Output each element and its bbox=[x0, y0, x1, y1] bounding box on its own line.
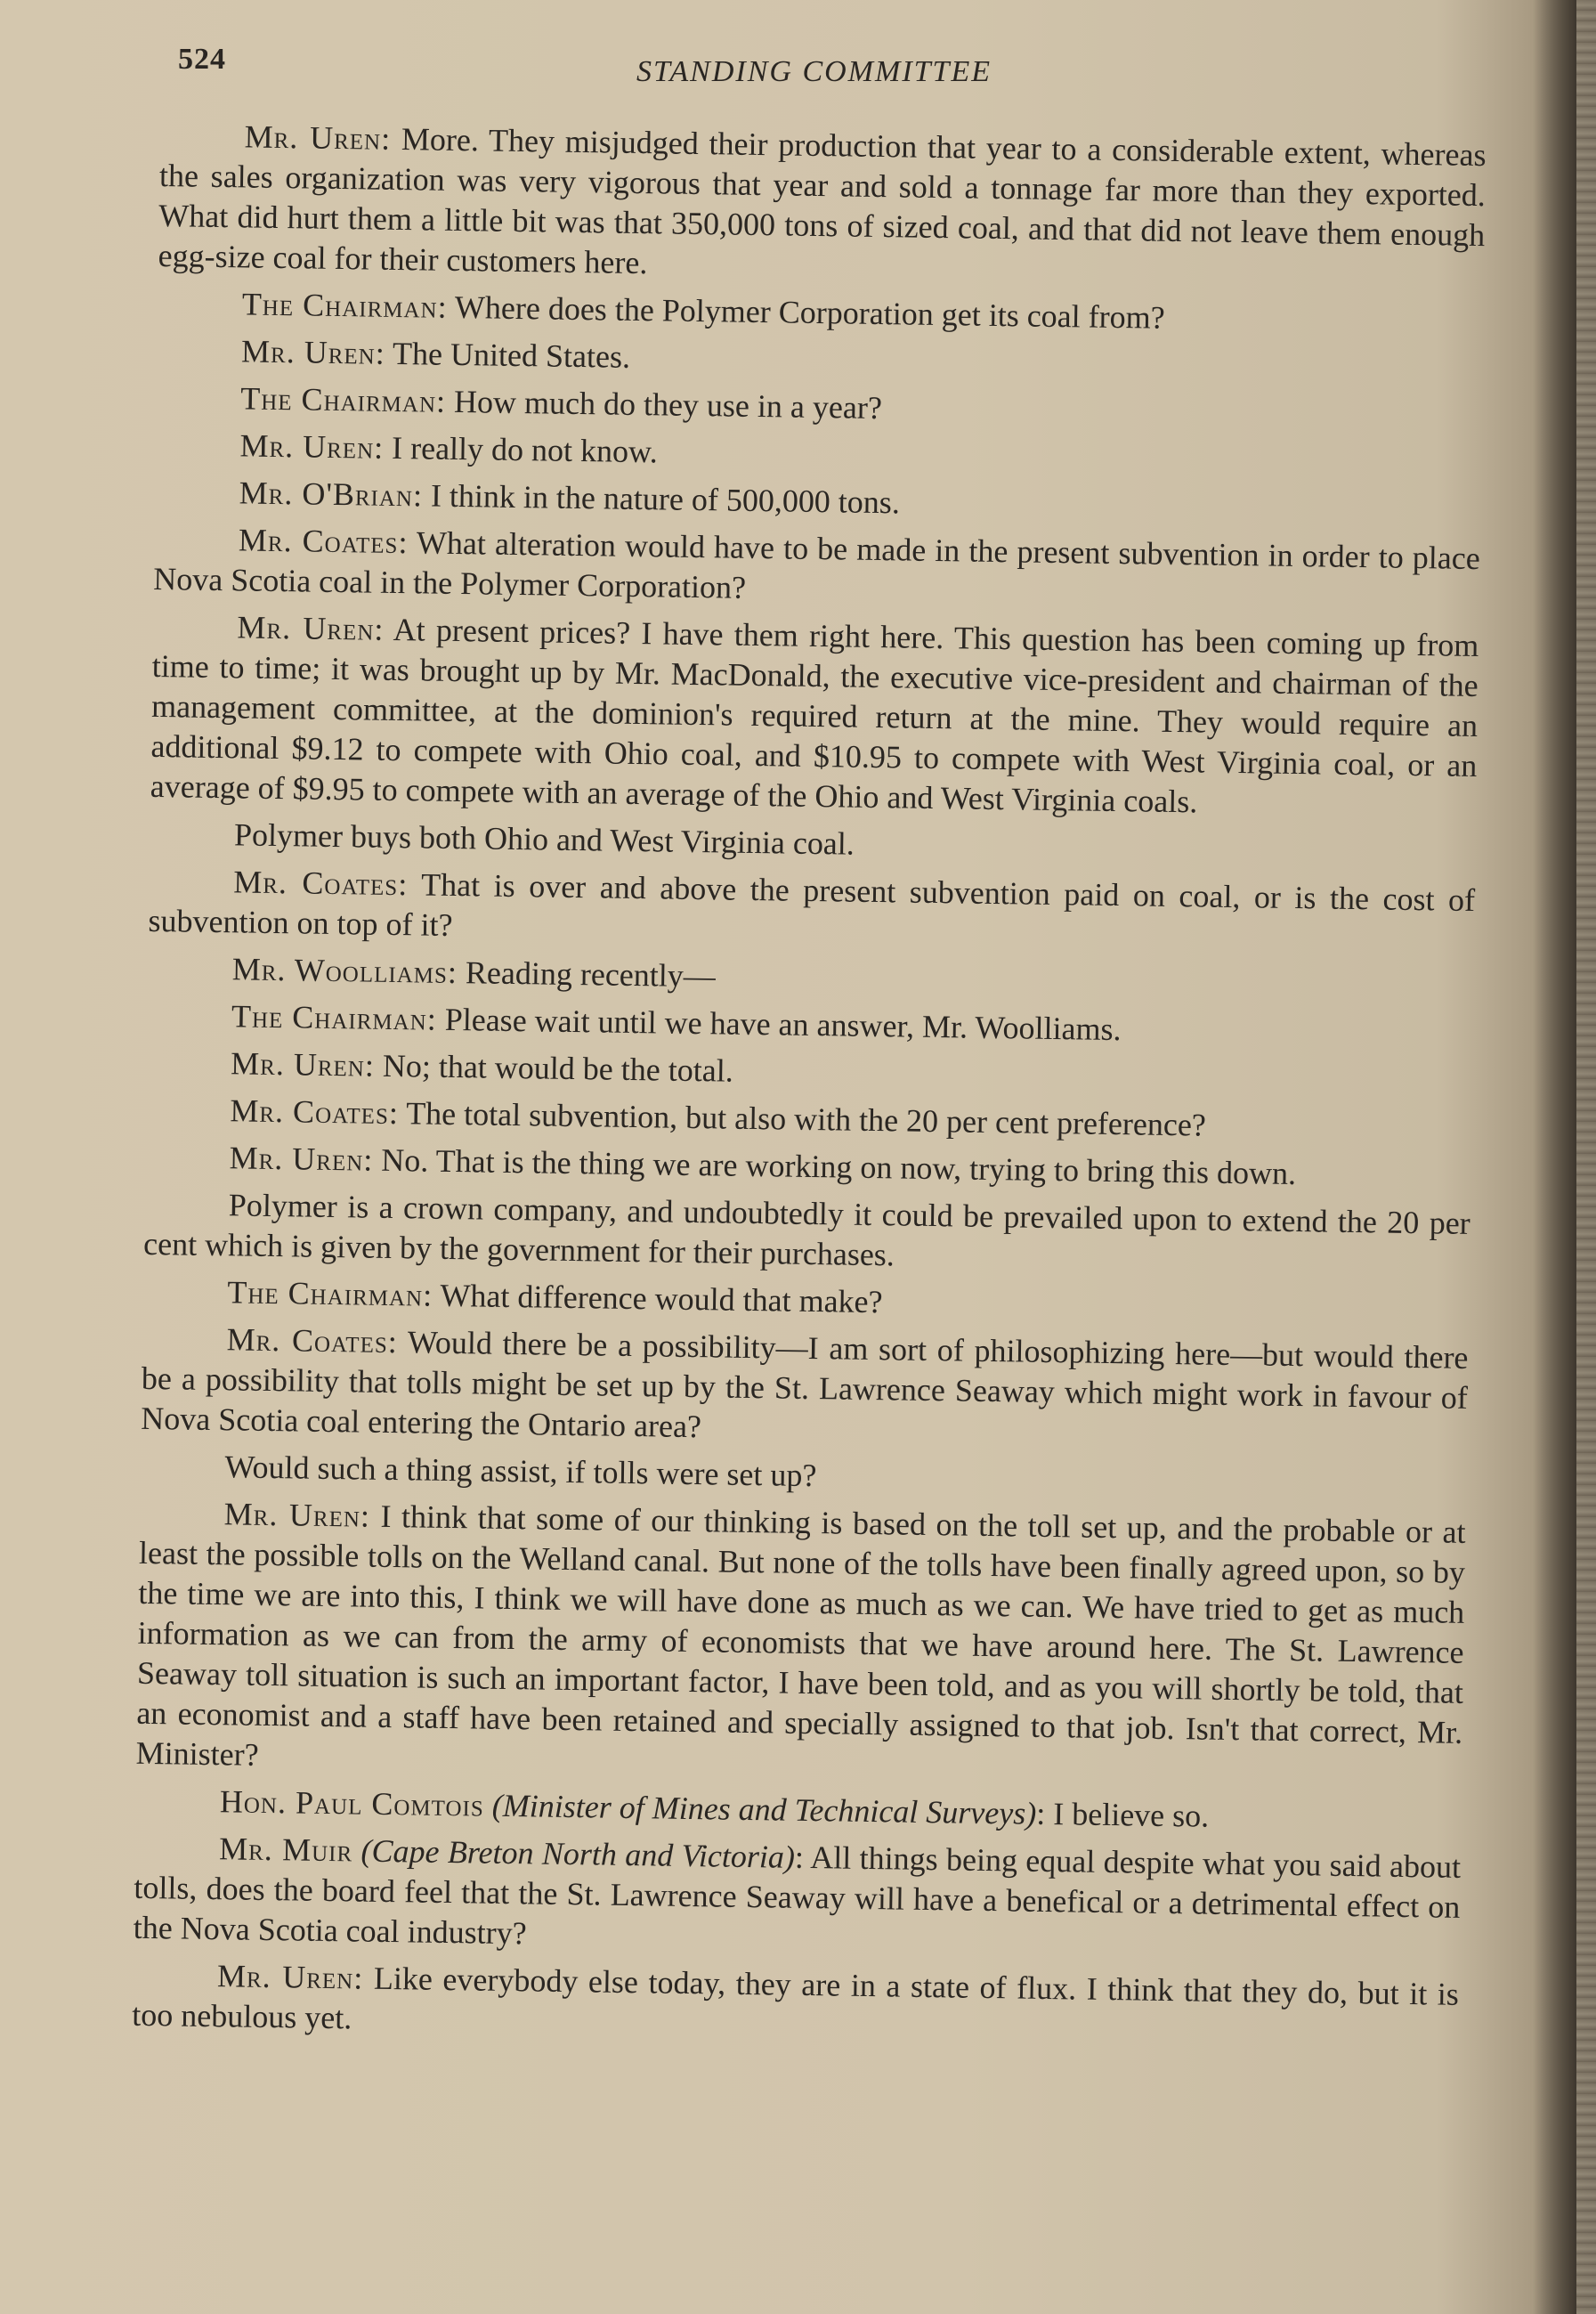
transcript-paragraph bbox=[148, 861, 1475, 961]
paragraph-text: The United States. bbox=[385, 335, 631, 375]
speaker-name: Mr. Uren: bbox=[216, 1958, 364, 1996]
paragraph-text: More. They misjudged their production that year to a considerable extent, whereas the sales organization was very vigorous that year and sold a tonnage far more than they exported. What did hurt them a little bit was that 350,000 tons of sized coal, and that did not leave them enough egg-size coal for their customers here. bbox=[158, 120, 1487, 281]
paragraph-text: Would such a thing assist, if tolls were set up? bbox=[224, 1449, 817, 1494]
speaker-name: Mr. Uren: bbox=[244, 118, 392, 157]
speaker-name: Mr. O'Brian: bbox=[239, 475, 424, 514]
speaker-name: The Chairman: bbox=[231, 998, 438, 1037]
speaker-name: The Chairman: bbox=[227, 1274, 433, 1313]
speaker-role: (Cape Breton North and Victoria) bbox=[361, 1832, 796, 1875]
paragraph-text: The total subvention, but also with the 20 per cent preference? bbox=[398, 1095, 1207, 1143]
paragraph-text: Where does the Polymer Corporation get its coal from? bbox=[447, 288, 1165, 336]
transcript-paragraph bbox=[150, 606, 1479, 826]
paragraph-text: Polymer is a crown company, and undoubtedly it could be prevailed upon to extend the 20 per cent which is given by the government for their purchases. bbox=[142, 1187, 1471, 1273]
speaker-name: Mr. Muir bbox=[218, 1831, 353, 1869]
paragraph-text: I think in the nature of 500,000 tons. bbox=[422, 477, 901, 521]
paragraph-text: : I believe so. bbox=[1035, 1795, 1210, 1834]
speaker-name: Mr. Uren: bbox=[240, 333, 386, 371]
speaker-role: (Minister of Mines and Technical Surveys) bbox=[491, 1787, 1037, 1831]
speaker-name: Mr. Woolliams: bbox=[231, 951, 458, 991]
page-edge bbox=[1576, 0, 1596, 2314]
paragraph-text: Would there be a possibility—I am sort of philosophizing here—but would there be a possibility that tolls might be set up by the St. Lawrence Seaway which might work in favour of Nova Scotia coal entering the Ontario area? bbox=[141, 1324, 1469, 1445]
speaker-name: Mr. Uren: bbox=[237, 609, 385, 647]
paragraph-text: I think that some of our thinking is based on the toll set up, and the probable or at least the possible tolls on the Welland canal. But none of the tolls have been finally agreed upon, so by the time we are into this, I think we will have done as much as we can. We have tried to get as much information as we can from the army of economists that we have around here. The St. Lawrence Seaway toll situation is such an important factor, I have been told, and as you will shortly be told, that an economist and a staff have been retained and specially assigned to that job. Isn't that correct, Mr. Minister? bbox=[135, 1498, 1466, 1773]
speaker-name: Mr. Uren: bbox=[239, 427, 385, 466]
transcript-paragraph bbox=[143, 1184, 1470, 1284]
speaker-name: Mr. Coates: bbox=[226, 1321, 399, 1360]
speaker-name: Mr. Uren: bbox=[230, 1045, 376, 1084]
paragraph-text: At present prices? I have them right here. This question has been coming up from time to time; it was brought up by Mr. MacDonald, the executive vice-president and chairman of the management committee, at the dominion's required return at the mine. They would require an additional $9.12 to compete with Ohio coal, and $10.95 to compete with West Virginia coal, or an average of $9.95 to compete with an average of the Ohio and West Virginia coals. bbox=[150, 611, 1479, 820]
transcript-paragraph bbox=[153, 519, 1480, 619]
paragraph-text: No. That is the thing we are working on now, trying to bring this down. bbox=[373, 1141, 1297, 1192]
paragraph-text: That is over and above the present subvention paid on coal, or is the cost of subvention on top of it? bbox=[148, 866, 1476, 943]
paragraph-text: Reading recently— bbox=[457, 954, 717, 995]
speaker-name: Mr. Coates: bbox=[238, 522, 409, 561]
paragraph-text: I really do not know. bbox=[383, 429, 659, 470]
transcript-paragraph bbox=[132, 1955, 1459, 2055]
speaker-name: Mr. Uren: bbox=[223, 1496, 371, 1534]
page-number: 524 bbox=[178, 43, 226, 76]
transcript-paragraph bbox=[141, 1319, 1469, 1458]
paragraph-text: : All things being equal despite what you said about tolls, does the board feel that the St. Lawrence Seaway will have a benefical or a detrimental effect on the Nova Scotia coal industry? bbox=[133, 1839, 1462, 1952]
transcript-paragraph bbox=[133, 1828, 1461, 1968]
speaker-name: Mr. Coates: bbox=[230, 1092, 400, 1132]
paragraph-text: Please wait until we have an answer, Mr. Woolliams. bbox=[436, 1001, 1122, 1048]
transcript-paragraph bbox=[135, 1493, 1466, 1793]
speaker-name: Hon. Paul Comtois bbox=[219, 1783, 485, 1823]
paragraph-text: No; that would be the total. bbox=[374, 1047, 734, 1089]
speaker-name: The Chairman: bbox=[240, 380, 447, 419]
running-head: STANDING COMMITTEE bbox=[636, 55, 992, 88]
paragraph-text: Like everybody else today, they are in a state of flux. I think that they do, but it is too nebulous yet. bbox=[132, 1960, 1460, 2036]
paragraph-text: What alteration would have to be made in the present subvention in order to place Nova Scotia coal in the Polymer Corporation? bbox=[152, 524, 1481, 605]
paragraph-text: What difference would that make? bbox=[432, 1277, 883, 1320]
transcript-paragraph bbox=[158, 116, 1487, 296]
transcript-body bbox=[132, 116, 1487, 2062]
speaker-name: Mr. Coates: bbox=[232, 864, 409, 903]
paragraph-text: Polymer buys both Ohio and West Virginia coal. bbox=[233, 816, 855, 862]
paragraph-text: How much do they use in a year? bbox=[445, 383, 883, 426]
speaker-name: Mr. Uren: bbox=[229, 1140, 374, 1178]
speaker-name: The Chairman: bbox=[241, 286, 448, 325]
